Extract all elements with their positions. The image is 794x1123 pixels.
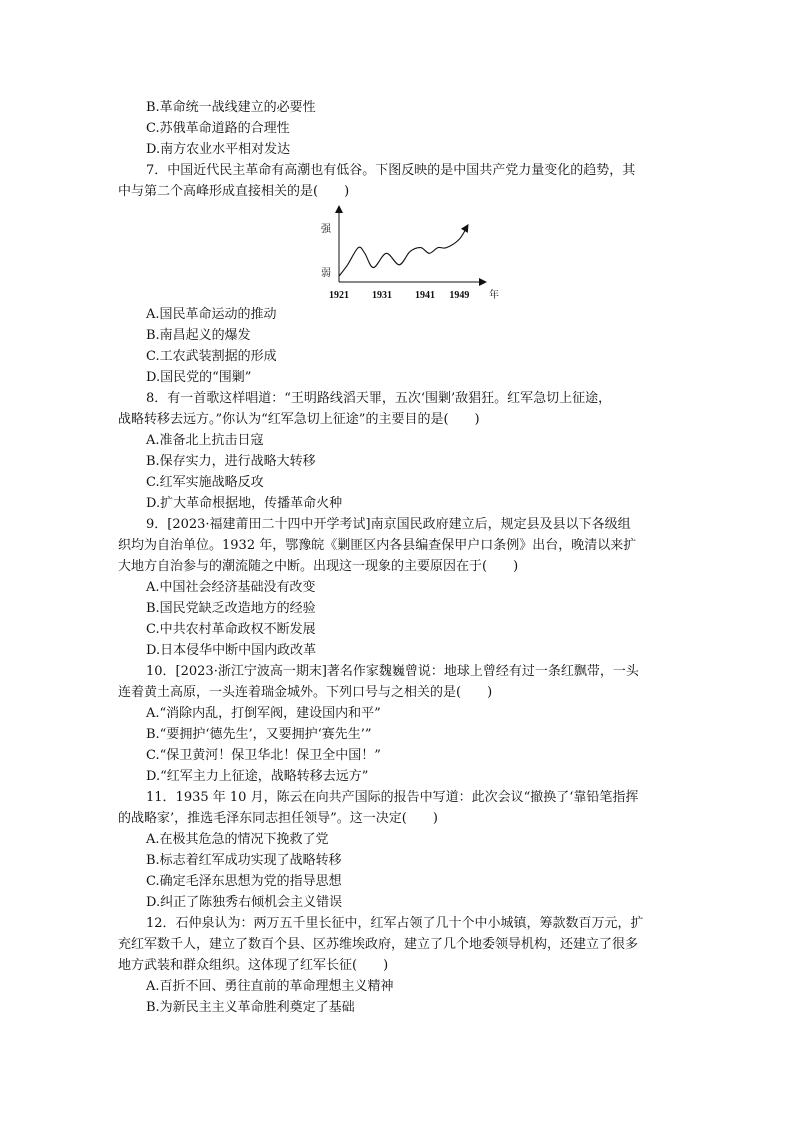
x-tick-label: 1941	[415, 290, 435, 301]
q10-stem-line1: 10．[2023·浙江宁波高一期末]著名作家魏巍曾说：地球上曾经有过一条红飘带，一头	[146, 664, 639, 679]
q12-option-a: A.百折不回、勇往直前的革命理想主义精神	[146, 979, 394, 994]
q7-option-c: C.工农武装割据的形成	[146, 349, 277, 364]
q11-stem-line1: 11．1935 年 10 月，陈云在向共产国际的报告中写道：此次会议“撤换了‘靠铅笔指挥	[146, 790, 639, 805]
q7-option-a: A.国民革命运动的推动	[146, 307, 277, 322]
q11-option-b: B.标志着红军成功实现了战略转移	[146, 853, 342, 868]
q8-option-b: B.保存实力，进行战略大转移	[146, 454, 316, 469]
q12-stem-line3: 地方武装和群众组织。这体现了红军长征( )	[118, 958, 389, 973]
q6-option-b: B.革命统一战线建立的必要性	[146, 100, 316, 115]
q12-stem-line1: 12．石仲泉认为：两万五千里长征中，红军占领了几十个中小城镇，筹款数百万元，扩	[146, 916, 644, 931]
q10-option-c: C.“保卫黄河！保卫华北！保卫全中国！”	[146, 748, 381, 763]
q11-option-a: A.在极其危急的情况下挽救了党	[146, 832, 329, 847]
q8-stem-line2: 战略转移去远方。”你认为“红军急切上征途”的主要目的是( )	[118, 412, 480, 427]
q6-option-d: D.南方农业水平相对发达	[146, 142, 291, 157]
q7-option-d: D.国民党的“围剿”	[146, 370, 252, 385]
q10-option-d: D.“红军主力上征途，战略转移去远方”	[146, 769, 369, 784]
q6-option-c: C.苏俄革命道路的合理性	[146, 121, 290, 136]
q11-stem-line2: 的战略家’，推选毛泽东同志担任领导”。这一决定( )	[118, 811, 438, 826]
q10-stem-line2: 连着黄土高原，一头连着瑞金城外。下列口号与之相关的是( )	[118, 685, 493, 700]
party-strength-series-line	[339, 225, 468, 276]
q12-option-b: B.为新民主主义革命胜利奠定了基础	[146, 1000, 355, 1015]
q7-stem-line1: 7．中国近代民主革命有高潮也有低谷。下图反映的是中国共产党力量变化的趋势，其	[146, 163, 636, 178]
q9-option-d: D.日本侵华中断中国内政改革	[146, 643, 317, 658]
q10-option-b: B.“要拥护‘德先生’，又要拥护‘赛先生’”	[146, 727, 372, 742]
q8-option-c: C.红军实施战略反攻	[146, 475, 264, 490]
trend-chart-svg	[318, 202, 500, 304]
q9-stem-line2: 织均为自治单位。1932 年，鄂豫皖《剿匪区内各县编查保甲户口条例》出台，晚清以来扩	[118, 538, 637, 553]
q7-trend-chart	[318, 202, 500, 304]
x-unit-label: 年	[489, 290, 499, 301]
q12-stem-line2: 充红军数千人，建立了数百个县、区苏维埃政府，建立了几个地委领导机构，还建立了很多	[118, 937, 639, 952]
q10-option-a: A.“消除内乱，打倒军阀，建设国内和平”	[146, 706, 381, 721]
x-tick-label: 1931	[372, 290, 392, 301]
q11-option-c: C.确定毛泽东思想为党的指导思想	[146, 874, 342, 889]
q7-stem-line2: 中与第二个高峰形成直接相关的是( )	[118, 184, 350, 199]
q8-stem-line1: 8．有一首歌这样唱道：“王明路线滔天罪，五次‘围剿’敌猖狂。红军急切上征途，	[146, 391, 612, 406]
x-tick-label: 1949	[449, 290, 470, 301]
q9-option-c: C.中共农村革命政权不断发展	[146, 622, 316, 637]
q9-option-b: B.国民党缺乏改造地方的经验	[146, 601, 316, 616]
q11-option-d: D.纠正了陈独秀右倾机会主义错误	[146, 895, 343, 910]
y-label-strong: 强	[321, 224, 331, 235]
q9-option-a: A.中国社会经济基础没有改变	[146, 580, 316, 595]
q8-option-d: D.扩大革命根据地，传播革命火种	[146, 496, 343, 511]
q7-option-b: B.南昌起义的爆发	[146, 328, 251, 343]
x-tick-label: 1921	[329, 290, 349, 301]
q9-stem-line1: 9．[2023·福建莆田二十四中开学考试]南京国民政府建立后，规定县及县以下各级组	[146, 517, 631, 532]
q9-stem-line3: 大地方自治参与的潮流随之中断。出现这一现象的主要原因在于( )	[118, 559, 519, 574]
y-label-weak: 弱	[321, 268, 331, 279]
q8-option-a: A.准备北上抗击日寇	[146, 433, 264, 448]
